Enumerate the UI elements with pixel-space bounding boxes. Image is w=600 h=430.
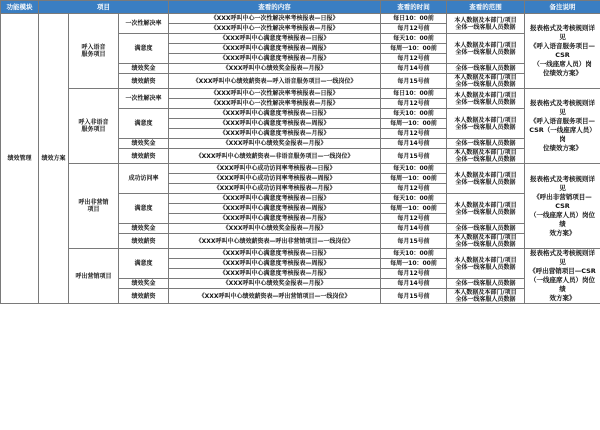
report-scope: 本人数据及本部门/项目 全体一线客服人员数据 bbox=[447, 89, 525, 109]
metric-name: 绩效奖金 bbox=[119, 64, 169, 74]
report-scope: 本人数据及本部门/项目 全体一线客服人员数据 bbox=[447, 14, 525, 34]
report-name: 《XXX呼叫中心满意度考核报表—日报》 bbox=[169, 109, 381, 119]
report-time: 每月12号前 bbox=[381, 54, 447, 64]
report-scope: 本人数据及本部门/项目 全体一线客服人员数据 bbox=[447, 34, 525, 64]
metric-name: 绩效奖金 bbox=[119, 224, 169, 234]
report-name: 《XXX呼叫中心满意度考核报表—日报》 bbox=[169, 249, 381, 259]
header-project: 项目 bbox=[39, 1, 169, 14]
report-name: 《XXX呼叫中心成功访问率考核报表—月报》 bbox=[169, 184, 381, 194]
report-name: 《XXX呼叫中心绩效奖金报表—月报》 bbox=[169, 224, 381, 234]
report-time: 每天10：00前 bbox=[381, 249, 447, 259]
report-scope: 本人数据及本部门/项目 全体一线客服人员数据 bbox=[447, 194, 525, 224]
report-scope: 本人数据及本部门/项目 全体一线客服人员数据 bbox=[447, 149, 525, 164]
report-name: 《XXX呼叫中心成功访问率考核报表—日报》 bbox=[169, 164, 381, 174]
report-name: 《XXX呼叫中心满意度考核报表—月报》 bbox=[169, 54, 381, 64]
report-name: 《XXX呼叫中心绩效薪资表—呼出非营销项目—一线岗位》 bbox=[169, 234, 381, 249]
report-name: 《XXX呼叫中心满意度考核报表—周报》 bbox=[169, 259, 381, 269]
report-time: 每日10：00前 bbox=[381, 14, 447, 24]
report-time: 每月14号前 bbox=[381, 279, 447, 289]
report-name: 《XXX呼叫中心满意度考核报表—日报》 bbox=[169, 194, 381, 204]
report-name: 《XXX呼叫中心绩效薪资表—呼入语音服务项目—一线岗位》 bbox=[169, 74, 381, 89]
report-name: 《XXX呼叫中心满意度考核报表—月报》 bbox=[169, 214, 381, 224]
metric-name: 绩效薪资 bbox=[119, 149, 169, 164]
report-time: 每月15号前 bbox=[381, 289, 447, 304]
report-time: 每月12号前 bbox=[381, 129, 447, 139]
report-scope: 全体一线客服人员数据 bbox=[447, 139, 525, 149]
section-name: 呼出非营销 项目 bbox=[69, 164, 119, 249]
header-scope: 查看的范围 bbox=[447, 1, 525, 14]
report-scope: 本人数据及本部门/项目 全体一线客服人员数据 bbox=[447, 249, 525, 279]
report-scope: 本人数据及本部门/项目 全体一线客服人员数据 bbox=[447, 109, 525, 139]
report-scope: 全体一线客服人员数据 bbox=[447, 64, 525, 74]
report-time: 每月14号前 bbox=[381, 139, 447, 149]
report-name: 《XXX呼叫中心绩效薪资表—非语音服务项目—一线岗位》 bbox=[169, 149, 381, 164]
report-scope: 本人数据及本部门/项目 全体一线客服人员数据 bbox=[447, 234, 525, 249]
report-time: 每月12号前 bbox=[381, 99, 447, 109]
remark-note: 报表格式及考核规则详见 《呼出非营销项目—CSR （一线座席人员）岗位绩 效方案》 bbox=[525, 164, 600, 249]
report-name: 《XXX呼叫中心绩效薪资表—呼出营销项目—一线岗位》 bbox=[169, 289, 381, 304]
table-body bbox=[1, 14, 600, 304]
module-cell: 绩效管理 bbox=[1, 14, 39, 304]
report-time: 每月15号前 bbox=[381, 149, 447, 164]
report-scope: 全体一线客服人员数据 bbox=[447, 279, 525, 289]
report-time: 每月12号前 bbox=[381, 214, 447, 224]
remark-note: 报表格式及考核规则详见 《呼入语音服务项目—CSR （一线座席人员）岗 位绩效方案》 bbox=[525, 14, 600, 89]
report-name: 《XXX呼叫中心绩效奖金报表—月报》 bbox=[169, 139, 381, 149]
report-time: 每周一10：00前 bbox=[381, 44, 447, 54]
report-time: 每天10：00前 bbox=[381, 109, 447, 119]
report-time: 每天10：00前 bbox=[381, 164, 447, 174]
report-name: 《XXX呼叫中心满意度考核报表—周报》 bbox=[169, 44, 381, 54]
metric-name: 满意度 bbox=[119, 34, 169, 64]
report-name: 《XXX呼叫中心满意度考核报表—月报》 bbox=[169, 269, 381, 279]
report-scope: 本人数据及本部门/项目 全体一线客服人员数据 bbox=[447, 74, 525, 89]
plan-cell: 绩效方案 bbox=[39, 14, 69, 304]
report-time: 每月12号前 bbox=[381, 24, 447, 34]
metric-name: 满意度 bbox=[119, 249, 169, 279]
section-name: 呼入非语音 服务项目 bbox=[69, 89, 119, 164]
report-name: 《XXX呼叫中心一次性解决率考核报表—日报》 bbox=[169, 89, 381, 99]
header-module: 功能模块 bbox=[1, 1, 39, 14]
report-time: 每月14号前 bbox=[381, 224, 447, 234]
remark-note: 报表格式及考核规则详见 《呼入语音服务项目— CSR（一线座席人员）岗 位绩效方案》 bbox=[525, 89, 600, 164]
report-time: 每月15号前 bbox=[381, 234, 447, 249]
report-time: 每月12号前 bbox=[381, 184, 447, 194]
metric-name: 绩效薪资 bbox=[119, 289, 169, 304]
header-note: 备注说明 bbox=[525, 1, 600, 14]
metric-name: 绩效薪资 bbox=[119, 234, 169, 249]
report-scope: 全体一线客服人员数据 bbox=[447, 224, 525, 234]
report-time: 每周一10：00前 bbox=[381, 174, 447, 184]
metric-name: 绩效薪资 bbox=[119, 74, 169, 89]
section-name: 呼入语音 服务项目 bbox=[69, 14, 119, 89]
report-name: 《XXX呼叫中心一次性解决率考核报表—月报》 bbox=[169, 24, 381, 34]
report-time: 每周一10：00前 bbox=[381, 119, 447, 129]
metric-name: 满意度 bbox=[119, 194, 169, 224]
report-name: 《XXX呼叫中心满意度考核报表—周报》 bbox=[169, 119, 381, 129]
report-time: 每天10：00前 bbox=[381, 194, 447, 204]
header-time: 查看的时间 bbox=[381, 1, 447, 14]
metric-name: 一次性解决率 bbox=[119, 89, 169, 109]
report-name: 《XXX呼叫中心一次性解决率考核报表—月报》 bbox=[169, 99, 381, 109]
report-name: 《XXX呼叫中心一次性解决率考核报表—日报》 bbox=[169, 14, 381, 24]
report-time: 每月12号前 bbox=[381, 269, 447, 279]
report-name: 《XXX呼叫中心绩效奖金报表—月报》 bbox=[169, 64, 381, 74]
metric-name: 满意度 bbox=[119, 109, 169, 139]
report-name: 《XXX呼叫中心满意度考核报表—日报》 bbox=[169, 34, 381, 44]
report-time: 每天10：00前 bbox=[381, 34, 447, 44]
report-scope: 本人数据及本部门/项目 全体一线客服人员数据 bbox=[447, 164, 525, 194]
report-time: 每月15号前 bbox=[381, 74, 447, 89]
report-scope: 本人数据及本部门/项目 全体一线客服人员数据 bbox=[447, 289, 525, 304]
report-name: 《XXX呼叫中心满意度考核报表—月报》 bbox=[169, 129, 381, 139]
report-name: 《XXX呼叫中心成功访问率考核报表—周报》 bbox=[169, 174, 381, 184]
report-time: 每周一10：00前 bbox=[381, 259, 447, 269]
header-row bbox=[1, 1, 600, 14]
header-content: 查看的内容 bbox=[169, 1, 381, 14]
report-name: 《XXX呼叫中心满意度考核报表—周报》 bbox=[169, 204, 381, 214]
metric-name: 绩效奖金 bbox=[119, 139, 169, 149]
report-time: 每周一10：00前 bbox=[381, 204, 447, 214]
report-name: 《XXX呼叫中心绩效奖金报表—月报》 bbox=[169, 279, 381, 289]
remark-note: 报表格式及考核规则详见 《呼出营销项目—CSR （一线座席人员）岗位绩 效方案》 bbox=[525, 249, 600, 304]
report-time: 每日10：00前 bbox=[381, 89, 447, 99]
metric-name: 一次性解决率 bbox=[119, 14, 169, 34]
metric-name: 绩效奖金 bbox=[119, 279, 169, 289]
section-name: 呼出营销项目 bbox=[69, 249, 119, 304]
metric-name: 成功访问率 bbox=[119, 164, 169, 194]
report-time: 每月14号前 bbox=[381, 64, 447, 74]
